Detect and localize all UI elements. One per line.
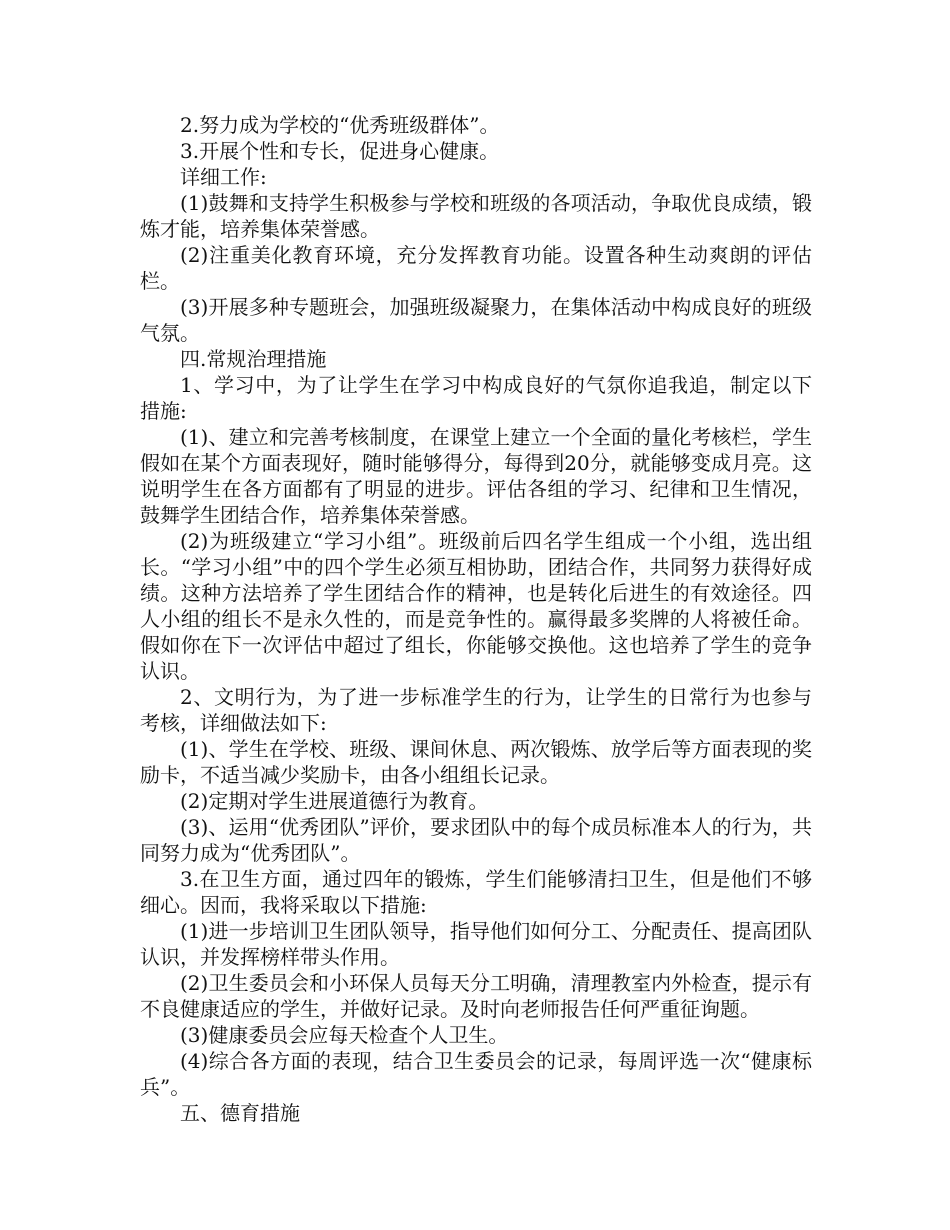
section-heading: 五、德育措施 — [180, 1101, 300, 1125]
paragraph: (2)为班级建立“学习小组”。班级前后四名学生组成一个小组，选出组长。“学习小组”中的四个学生必须互相协助，团结合作，共同努力获得好成绩。这种方法培养了学生团结合作的精神，也是转化后进生的有效途径。四人小组的组长不是永久性的，而是竞争性的。赢得最多奖牌的人将被任命。假如你在下一次评估中超过了组长，你能够交换他。这也培养了学生的竞争认识。 — [140, 529, 812, 683]
section-heading: 四.常规治理措施 — [180, 347, 327, 371]
paragraph: 2.努力成为学校的“优秀班级群体”。 — [180, 113, 500, 137]
paragraph: 3.开展个性和专长，促进身心健康。 — [180, 139, 500, 163]
paragraph: (2)注重美化教育环境，充分发挥教育功能。设置各种生动爽朗的评估栏。 — [140, 243, 812, 293]
paragraph: 1、学习中，为了让学生在学习中构成良好的气氛你追我追，制定以下措施: — [140, 373, 812, 423]
paragraph: (2)定期对学生进展道德行为教育。 — [180, 789, 489, 813]
paragraph: (1)鼓舞和支持学生积极参与学校和班级的各项活动，争取优良成绩，锻炼才能，培养集体荣誉感。 — [140, 191, 812, 241]
paragraph: (3)开展多种专题班会，加强班级凝聚力，在集体活动中构成良好的班级气氛。 — [140, 295, 812, 345]
paragraph: (3)、运用“优秀团队”评价，要求团队中的每个成员标准本人的行为，共同努力成为“优秀团队”。 — [140, 815, 812, 865]
paragraph: (1)、学生在学校、班级、课间休息、两次锻炼、放学后等方面表现的奖励卡，不适当减少奖励卡，由各小组组长记录。 — [140, 737, 812, 787]
paragraph: (3)健康委员会应每天检查个人卫生。 — [180, 1023, 509, 1047]
paragraph: (1)、建立和完善考核制度，在课堂上建立一个全面的量化考核栏，学生假如在某个方面表现好，随时能够得分，每得到20分，就能够变成月亮。这说明学生在各方面都有了明显的进步。评估各组的学习、纪律和卫生情况，鼓舞学生团结合作，培养集体荣誉感。 — [140, 425, 812, 527]
paragraph: 详细工作: — [180, 165, 267, 189]
paragraph: 2、文明行为，为了进一步标准学生的行为，让学生的日常行为也参与考核，详细做法如下: — [140, 685, 812, 735]
paragraph: 3.在卫生方面，通过四年的锻炼，学生们能够清扫卫生，但是他们不够细心。因而，我将采取以下措施: — [140, 867, 812, 917]
document-body — [140, 112, 812, 1126]
paragraph: (4)综合各方面的表现，结合卫生委员会的记录，每周评选一次“健康标兵”。 — [140, 1049, 812, 1099]
paragraph: (2)卫生委员会和小环保人员每天分工明确，清理教室内外检查，提示有不良健康适应的学生，并做好记录。及时向老师报告任何严重征询题。 — [140, 971, 812, 1021]
paragraph: (1)进一步培训卫生团队领导，指导他们如何分工、分配责任、提高团队认识，并发挥榜样带头作用。 — [140, 919, 812, 969]
